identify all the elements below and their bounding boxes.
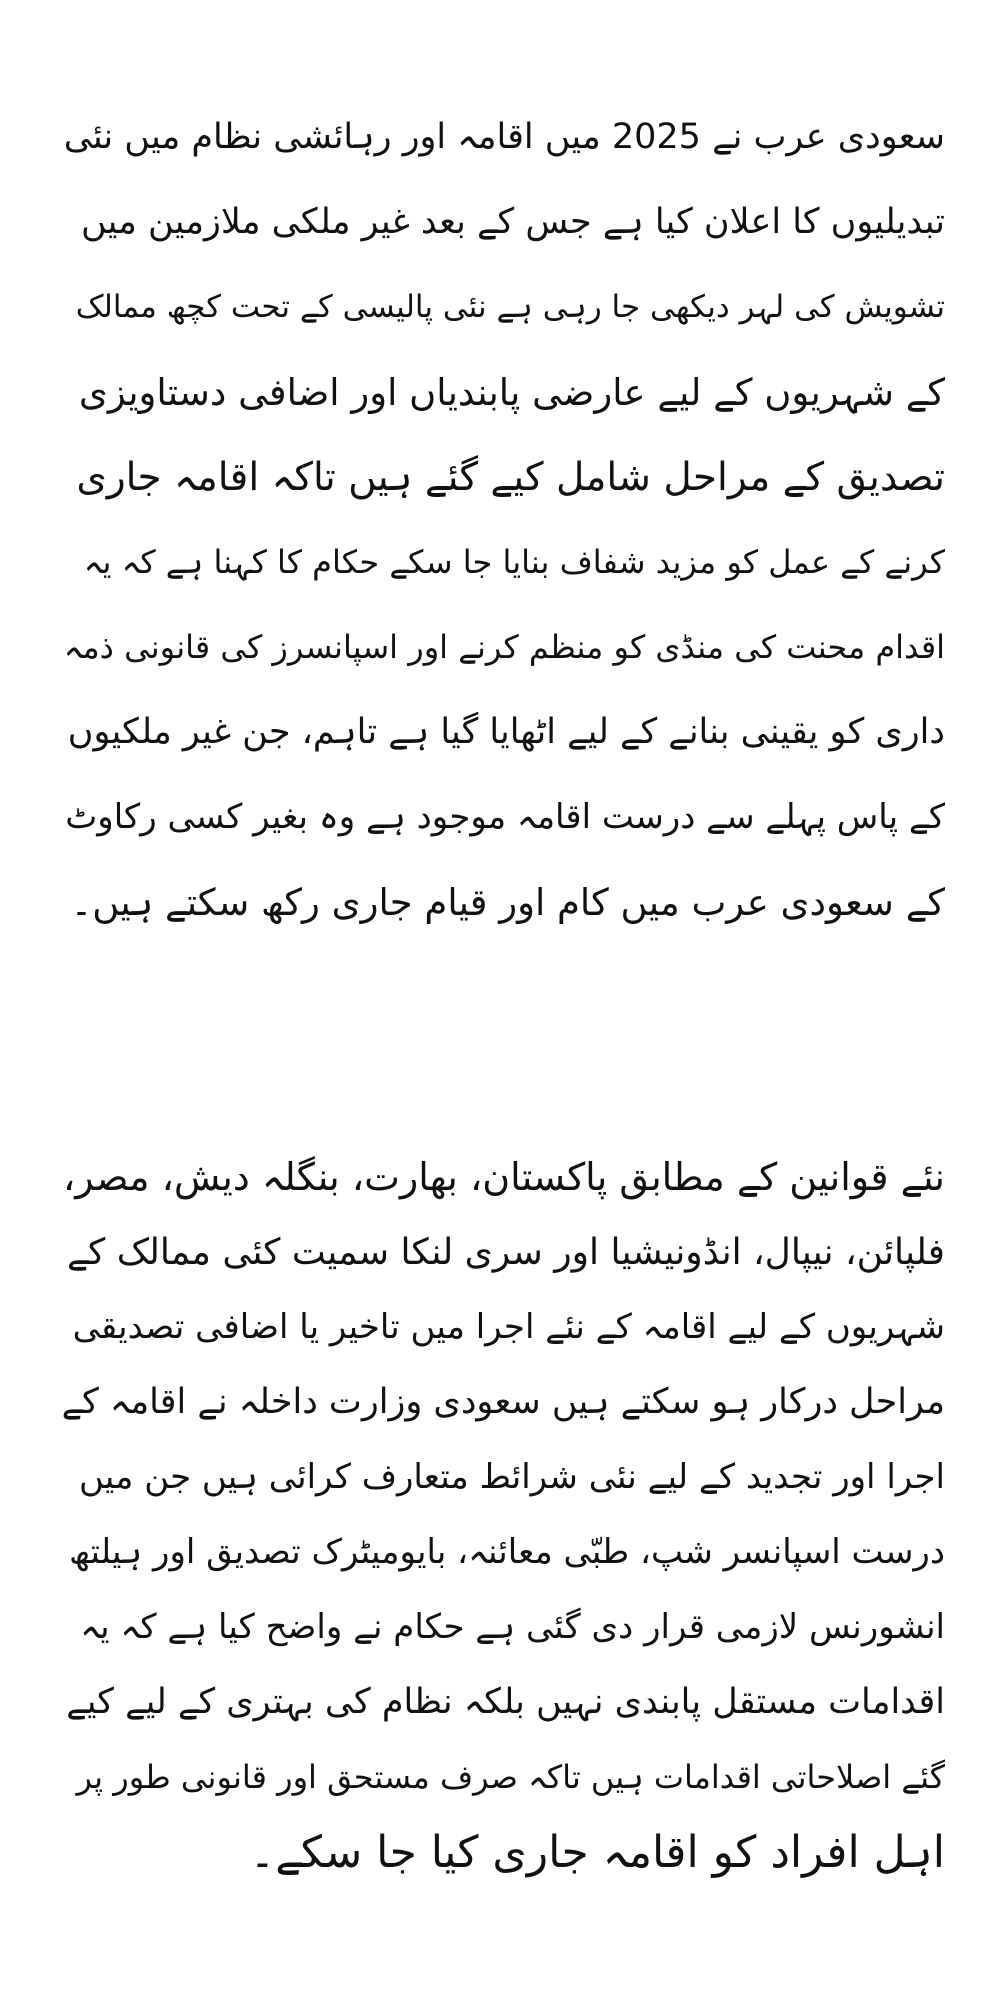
text-line: مراحل درکار ہو سکتے ہیں سعودی وزارت داخلہ نے اقامہ کے [61, 1382, 945, 1422]
text-line: کرنے کے عمل کو مزید شفاف بنایا جا سکے حکام کا کہنا ہے کہ یہ [83, 543, 945, 581]
text-line: اقدام محنت کی منڈی کو منظم کرنے اور اسپانسرز کی قانونی ذمہ [63, 628, 945, 666]
text-line: فلپائن، نیپال، انڈونیشیا اور سری لنکا سمیت کئی ممالک کے [67, 1232, 945, 1273]
text-line: تبدیلیوں کا اعلان کیا ہے جس کے بعد غیر ملکی ملازمین میں [80, 202, 945, 242]
paragraph-1 [60, 95, 945, 945]
text-line: سعودی عرب نے 2025 میں اقامہ اور رہائشی نظام میں نئی [63, 117, 945, 157]
text-line: انشورنس لازمی قرار دی گئی ہے حکام نے واضح کیا ہے کہ یہ [80, 1607, 945, 1647]
text-line: اجرا اور تجدید کے لیے نئی شرائط متعارف کرائی ہیں جن میں [79, 1457, 945, 1497]
text-line: نئے قوانین کے مطابق پاکستان، بھارت، بنگلہ دیش، مصر، [62, 1155, 945, 1199]
text-line: گئے اصلاحاتی اقدامات ہیں تاکہ صرف مستحق اور قانونی طور پر [76, 1758, 945, 1796]
text-line: کے سعودی عرب میں کام اور قیام جاری رکھ سکتے ہیں۔ [70, 881, 945, 924]
text-line: داری کو یقینی بنانے کے لیے اٹھایا گیا ہے تاہم، جن غیر ملکیوں [67, 712, 945, 752]
text-line: اہل افراد کو اقامہ جاری کیا جا سکے۔ [249, 1827, 945, 1878]
text-line: کے پاس پہلے سے درست اقامہ موجود ہے وہ بغیر کسی رکاوٹ [65, 797, 945, 837]
text-line: شہریوں کے لیے اقامہ کے نئے اجرا میں تاخیر یا اضافی تصدیقی [72, 1307, 945, 1347]
text-line: تصدیق کے مراحل شامل کیے گئے ہیں تاکہ اقامہ جاری [76, 455, 945, 500]
paragraph-2 [60, 1140, 945, 1890]
text-line: درست اسپانسر شپ، طبّی معائنہ، بایومیٹرک تصدیق اور ہیلتھ [69, 1532, 945, 1572]
text-line: اقدامات مستقل پابندی نہیں بلکہ نظام کی بہتری کے لیے کیے [66, 1682, 945, 1722]
text-line: تشویش کی لہر دیکھی جا رہی ہے نئی پالیسی کے تحت کچھ ممالک [75, 289, 945, 325]
text-line: کے شہریوں کے لیے عارضی پابندیاں اور اضافی دستاویزی [78, 371, 945, 414]
